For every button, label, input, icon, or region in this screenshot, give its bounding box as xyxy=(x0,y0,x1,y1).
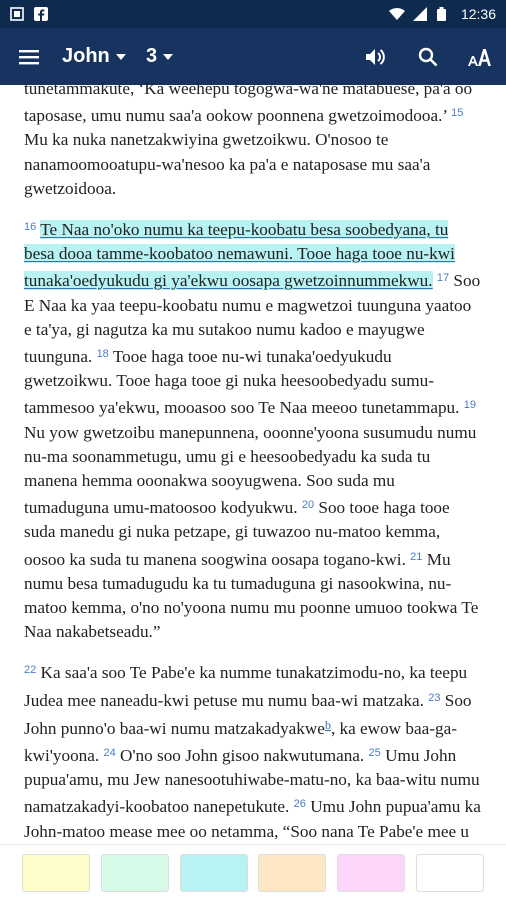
notification-square-icon xyxy=(10,7,24,21)
hamburger-icon xyxy=(19,49,39,65)
highlight-yellow-button[interactable] xyxy=(22,854,90,892)
chevron-down-icon xyxy=(163,54,173,60)
text-size-icon xyxy=(467,47,493,67)
speaker-icon xyxy=(365,47,387,67)
verse-number: 24 xyxy=(103,747,116,760)
facebook-icon xyxy=(34,7,48,21)
verse-number: 23 xyxy=(428,691,441,704)
highlight-cyan-button[interactable] xyxy=(180,854,248,892)
highlighted-verse-text[interactable]: Te Naa no'oko numu ka teepu-koobatu besa soobedyana, tu besa dooa tamme-koobatoo nemawuni. Tooe haga tooe nu-kwi tunaka'oedyukudu gi ya'ekwu oosapa gwetzoinnummekwu. xyxy=(24,220,455,291)
cell-signal-icon xyxy=(413,7,427,21)
verse-text[interactable]: Ka saa'a soo Te Pabe'e ka numme tunakatzimodu-no, ka teepu Judea mee naneadu-kwi petuse mu numu baa-wi matzaka. xyxy=(24,663,468,710)
verse-text[interactable]: tunetammakute, ‘Ka weehepu togogwa-wa'ne matabuese, pa'a oo taposase, umu numu saa'a ookow poonnena gwetzoimodooa.’ xyxy=(24,79,473,126)
verse-number: 21 xyxy=(410,550,423,563)
paragraph xyxy=(24,77,482,201)
chapter-number: 3 xyxy=(146,45,158,67)
verse-text[interactable]: Nu yow gwetzoibu manepunnena, ooonne'yoona susumudu numu nu-ma soonammetugu, umu gi e heesoobedyadu ka suda tu manena hemma ooonakwa sooyugwena. Soo suda mu tumaduguna umu-matoosoo kodyukwu. xyxy=(24,422,477,518)
highlight-pink-button[interactable] xyxy=(337,854,405,892)
scripture-text xyxy=(0,79,506,844)
verse-number: 17 xyxy=(436,272,450,285)
verse-text[interactable]: , ka ewow baa-ga-kwi'yoona. xyxy=(24,718,457,766)
chevron-down-icon xyxy=(116,54,126,60)
verse-text[interactable]: Umu John pupua'amu, mu Jew nanesootuhiwabe-matu-no, ka baa-witu numu namatzakadyi-koobatoo nanepetukute. xyxy=(24,746,480,817)
verse-number: 15 xyxy=(451,107,464,120)
verse-number: 26 xyxy=(293,798,306,811)
verse-text[interactable]: Mu ka nuka nanetzakwiyina gwetzoikwu. O'nosoo te nanamoomooatupu-wa'nesoo ka pa'a e nataposase mu saa'a gwetzoidooa. xyxy=(24,130,431,198)
verse-text[interactable]: O'no soo John gisoo nakwutumana. xyxy=(120,746,369,766)
status-time: 12:36 xyxy=(460,6,496,22)
search-icon xyxy=(418,47,438,67)
verse-number: 20 xyxy=(301,499,315,512)
verse-text[interactable]: Soo John punno'o baa-wi numu matzakadyakwe xyxy=(24,690,472,738)
book-name: John xyxy=(62,45,110,67)
verse-number: 22 xyxy=(24,664,37,677)
status-bar xyxy=(0,0,506,28)
verse-text[interactable]: Soo E Naa ka yaa teepu-koobatu numu e magwetzoi tuunguna yaatoo e ta'ya, gi nagutza ka mu sutakoo numu kadoo e mayugwe tuunguna. xyxy=(24,271,481,367)
highlight-orange-button[interactable] xyxy=(258,854,326,892)
verse-text[interactable]: Umu John pupua'amu ka John-matoo mease mee oo netamma, “Soo nana Te Pabe'e mee u xyxy=(24,797,481,841)
highlight-green-button[interactable] xyxy=(101,854,169,892)
verse-number: 18 xyxy=(96,348,109,361)
verse-number: 16 xyxy=(24,221,37,234)
footnote-marker[interactable]: b xyxy=(324,717,331,732)
verse-text[interactable]: Mu numu besa tumadugudu ka tu tumaduguna gi nasookwina, nu-matoo kemma, o'no no'yoona numu mu poonne umuoo tookwa Te Naa nakabetseadu.” xyxy=(24,549,479,642)
highlight-clear-button[interactable] xyxy=(416,854,484,892)
battery-icon xyxy=(437,7,451,21)
wifi-icon xyxy=(389,7,403,21)
verse-text[interactable]: Tooe haga tooe nu-wi tunaka'oedyukudu gwetzoikwu. Tooe haga tooe gi nuka heesoobedyadu sumu-tammesoo ya'ekwu, mooasoo soo Te Naa meeoo tunetammapu. xyxy=(24,347,464,418)
paragraph xyxy=(24,215,482,644)
verse-text[interactable]: Soo tooe haga tooe suda manedu gi nuka petzape, gi tuwazoo nu-matoo kemma, oosoo ka suda tu manena soogwina oosapa togano-kwi. xyxy=(24,498,450,569)
verse-number: 19 xyxy=(463,399,476,412)
highlight-color-bar xyxy=(0,844,506,900)
verse-number: 25 xyxy=(368,747,381,760)
